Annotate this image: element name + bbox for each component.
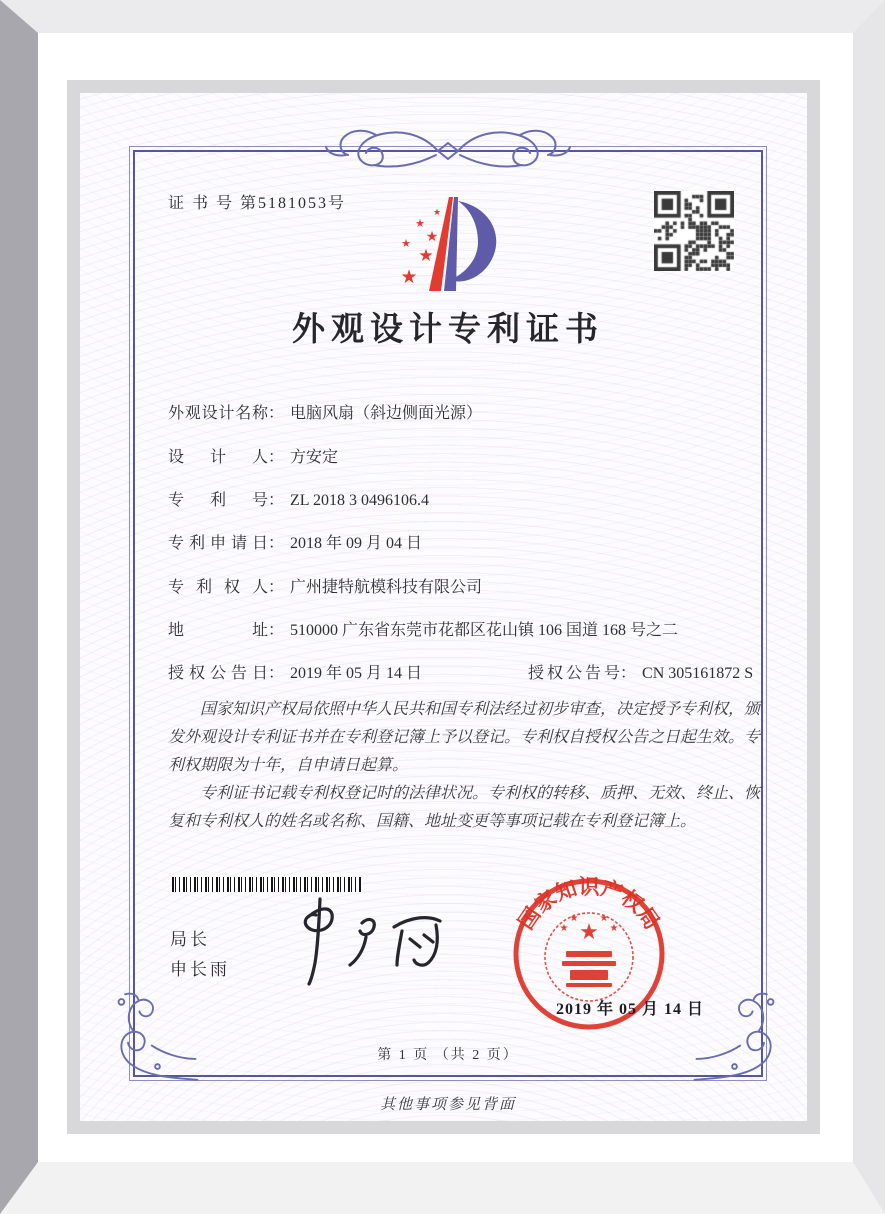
field-value: 2019 年 05 月 14 日	[290, 665, 423, 682]
field-colon: ：	[268, 665, 285, 682]
field-filing-date	[168, 530, 422, 553]
svg-text:★: ★	[401, 237, 411, 250]
field-colon: ：	[268, 535, 285, 552]
field-designer	[168, 444, 338, 467]
svg-text:★: ★	[425, 229, 439, 245]
field-colon: ：	[268, 492, 285, 509]
field-value: 方安定	[290, 449, 339, 466]
field-label: 授权公告日	[168, 665, 268, 682]
bottom-left-flourish-ornament	[110, 988, 205, 1088]
barcode	[172, 877, 362, 892]
legal-paragraph-2: 专利证书记载专利权登记时的法律状况。专利权的转移、质押、无效、终止、恢复和专利权人的姓名或名称、国籍、地址变更等事项记载在专利登记簿上。	[168, 785, 761, 830]
field-colon: ：	[268, 449, 285, 466]
field-patent-number	[168, 487, 429, 510]
field-value: 广州捷特航模科技有限公司	[290, 579, 483, 596]
field-label: 地址	[168, 622, 268, 639]
svg-text:★: ★	[400, 266, 418, 288]
field-label: 设计人	[168, 449, 268, 466]
field-value: 电脑风扇（斜边侧面光源）	[290, 405, 483, 422]
see-back-note: 其他事项参见背面	[379, 1097, 516, 1113]
legal-paragraph-1: 国家知识产权局依照中华人民共和国专利法经过初步审查，决定授予专利权，颁发外观设计专利证书并在专利登记簿上予以登记。专利权自授权公告之日起生效。专利权期限为十年，自申请日起算。	[168, 701, 761, 774]
svg-text:★: ★	[569, 913, 579, 924]
svg-text:★: ★	[432, 208, 442, 218]
signer-title: 局长	[170, 930, 210, 949]
svg-text:★: ★	[559, 923, 569, 934]
field-colon: ：	[268, 405, 285, 422]
field-value: 2018 年 09 月 04 日	[290, 535, 423, 552]
seal-date: 2019 年 05 月 14 日	[555, 1001, 704, 1018]
grant-number-value: CN 305161872 S	[642, 665, 754, 682]
field-colon: ：	[620, 665, 637, 682]
svg-text:★: ★	[418, 246, 434, 266]
seal-ring-text: 国家知识产权局	[513, 875, 665, 934]
field-address	[168, 617, 678, 640]
mat-bevel	[67, 80, 820, 1134]
certificate-paper	[80, 93, 807, 1121]
svg-text:★: ★	[415, 217, 425, 230]
seal-emblem	[560, 913, 619, 987]
field-colon: ：	[268, 579, 285, 596]
top-flourish-ornament	[318, 123, 578, 179]
field-label: 外观设计名称	[168, 405, 268, 422]
svg-text:★: ★	[599, 913, 609, 924]
field-value: 510000 广东省东莞市花都区花山镇 106 国道 168 号之二	[290, 622, 679, 639]
field-value: ZL 2018 3 0496106.4	[290, 492, 429, 509]
svg-text:★: ★	[579, 920, 599, 945]
grant-number-label: 授权公告号	[528, 665, 621, 682]
field-design-name	[168, 400, 482, 423]
legal-text	[168, 696, 766, 836]
field-label: 专利号	[168, 492, 268, 509]
field-grant-date-and-number	[168, 660, 753, 683]
field-label: 专利申请日	[168, 535, 268, 552]
cnipa-logo	[388, 193, 513, 295]
field-colon: ：	[268, 622, 285, 639]
field-label: 专利权人	[168, 579, 268, 596]
qr-code	[654, 191, 734, 271]
page-indicator: 第 1 页 （共 2 页）	[377, 1048, 519, 1063]
svg-text:★: ★	[609, 923, 619, 934]
frame-mat	[38, 33, 853, 1162]
signer-name: 申长雨	[170, 960, 230, 979]
signature-shen-changyu	[270, 893, 460, 988]
field-patentee	[168, 574, 482, 597]
certificate-title: 外观设计专利证书	[292, 312, 604, 348]
certificate-number: 证 书 号 第5181053号	[168, 195, 347, 212]
